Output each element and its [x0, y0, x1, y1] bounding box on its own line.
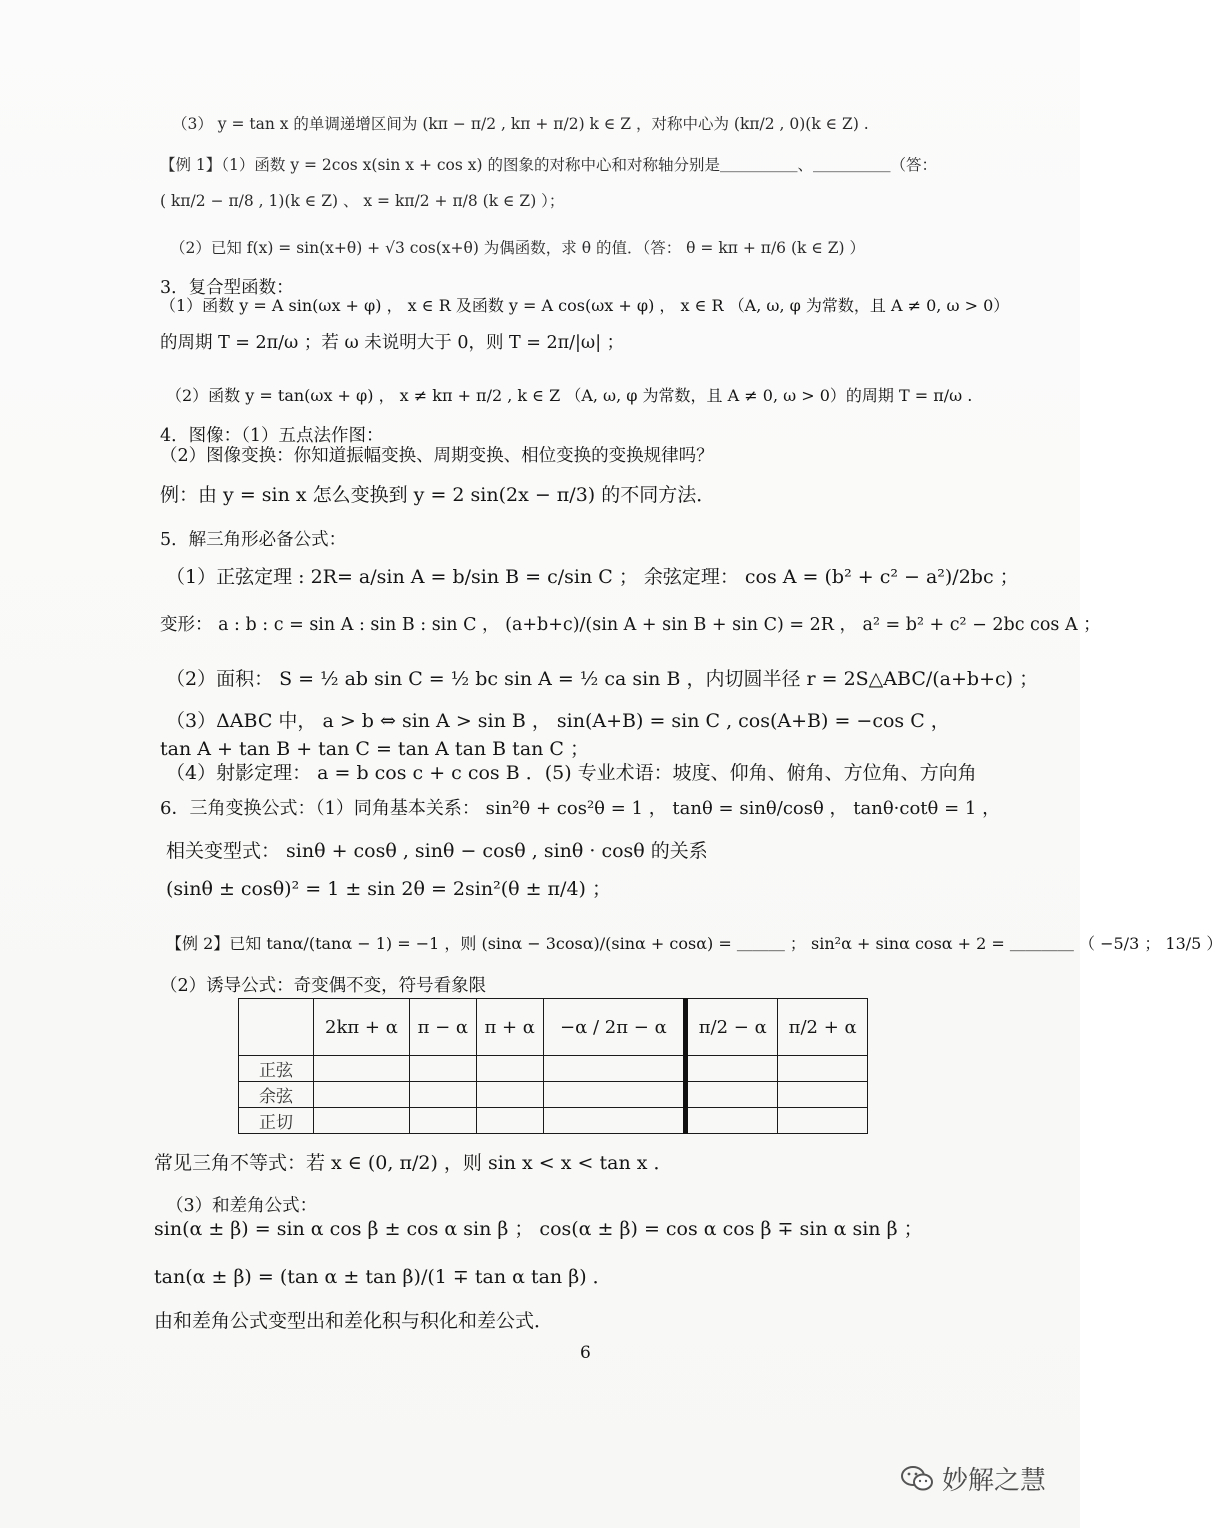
text-line: tan A + tan B + tan C = tan A tan B tan C ； — [160, 738, 589, 760]
text-line: （3）和差角公式： — [166, 1196, 318, 1216]
table-cell — [476, 1056, 543, 1082]
table-header-cell: π − α — [409, 999, 476, 1056]
text-line: 变形： a : b : c = sin A : sin B : sin C ， (a+b+c)/(sin A + sin B + sin C) = 2R ， a² = b² + c² − 2bc cos A ； — [160, 615, 1101, 635]
text-line: tan(α ± β) = (tan α ± tan β)/(1 ∓ tan α tan β) ． — [154, 1266, 612, 1288]
table-cell — [314, 1082, 410, 1108]
text-line: （1）正弦定理 : 2R= a/sin A = b/sin B = c/sin C ； 余弦定理： cos A = (b² + c² − a²)/2bc ； — [166, 566, 1019, 588]
watermark — [900, 1460, 1046, 1497]
wechat-icon — [900, 1465, 934, 1493]
induction-formula-table — [238, 998, 868, 1134]
row-label: 正弦 — [239, 1056, 314, 1082]
table-cell — [409, 1056, 476, 1082]
table-header-row — [239, 999, 868, 1056]
text-line: （1）函数 y = A sin(ωx + φ) ， x ∈ R 及函数 y = A cos(ωx + φ) ， x ∈ R （A, ω, φ 为常数，且 A ≠ 0, ω > 0） — [160, 296, 1010, 315]
text-line: 例：由 y = sin x 怎么变换到 y = 2 sin(2x − π/3) 的不同方法． — [160, 484, 716, 506]
text-line: （3） y = tan x 的单调递增区间为 (kπ − π/2 , kπ + π/2) k ∈ Z ，对称中心为 (kπ/2 , 0)(k ∈ Z) . — [172, 115, 869, 133]
text-line: 常见三角不等式：若 x ∈ (0, π/2) ，则 sin x < x < tan x ． — [154, 1152, 673, 1174]
text-line: （3）ΔABC 中， a > b ⇔ sin A > sin B ， sin(A+B) = sin C , cos(A+B) = −cos C ， — [166, 710, 950, 732]
text-line: 由和差角公式变型出和差化积与积化和差公式． — [154, 1310, 554, 1332]
table-header-cell: π/2 − α — [686, 999, 778, 1056]
text-line: （2）面积： S = ½ ab sin C = ½ bc sin A = ½ ca sin B ，内切圆半径 r = 2S△ABC/(a+b+c) ； — [166, 668, 1039, 690]
table-cell — [314, 1108, 410, 1134]
table-cell — [686, 1082, 778, 1108]
table-cell — [778, 1082, 868, 1108]
table-header-cell: 2kπ + α — [314, 999, 410, 1056]
table-cell — [543, 1082, 685, 1108]
text-line: （2）已知 f(x) = sin(x+θ) + √3 cos(x+θ) 为偶函数，求 θ 的值．（答： θ = kπ + π/6 (k ∈ Z) ） — [170, 239, 865, 257]
table-row — [239, 1056, 868, 1082]
table-row — [239, 1108, 868, 1134]
table-cell — [409, 1082, 476, 1108]
table-cell — [543, 1056, 685, 1082]
text-line: 【例 2】已知 tanα/(tanα − 1) = −1 ，则 (sinα − 3cosα)/(sinα + cosα) = ＿＿＿ ； sin²α + sinα cosα + 2 = ＿＿＿＿ （ −5/3 ； 13/5 ） — [166, 934, 1222, 953]
table-cell — [778, 1056, 868, 1082]
text-line: （2）函数 y = tan(ωx + φ) ， x ≠ kπ + π/2 , k ∈ Z （A, ω, φ 为常数，且 A ≠ 0, ω > 0）的周期 T = π/ω . — [166, 386, 973, 405]
text-line: ( kπ/2 − π/8 , 1)(k ∈ Z) 、 x = kπ/2 + π/8 (k ∈ Z) ）； — [160, 192, 565, 210]
text-line: 相关变型式： sinθ + cosθ , sinθ − cosθ , sinθ · cosθ 的关系 — [166, 840, 708, 862]
text-line: sin(α ± β) = sin α cos β ± cos α sin β ； cos(α ± β) = cos α cos β ∓ sin α sin β ； — [154, 1218, 923, 1240]
page-number: 6 — [580, 1343, 591, 1363]
table-cell — [409, 1108, 476, 1134]
table-cell — [778, 1108, 868, 1134]
watermark-text: 妙解之慧 — [942, 1466, 1047, 1496]
table-header-cell: π/2 + α — [778, 999, 868, 1056]
table-cell — [476, 1082, 543, 1108]
table-cell — [686, 1108, 778, 1134]
table-header-cell: π + α — [476, 999, 543, 1056]
table-cell — [476, 1108, 543, 1134]
table-cell — [314, 1056, 410, 1082]
table-cell — [543, 1108, 685, 1134]
text-line: 【例 1】（1）函数 y = 2cos x(sin x + cos x) 的图象的对称中心和对称轴分别是＿＿＿＿＿、＿＿＿＿＿（答： — [160, 156, 937, 174]
table-header-cell — [239, 999, 314, 1056]
section-heading: 4．图像：（1）五点法作图： — [160, 426, 384, 446]
text-line: 6．三角变换公式：（1）同角基本关系： sin²θ + cos²θ = 1 ， tanθ = sinθ/cosθ ， tanθ·cotθ = 1 ， — [160, 798, 1001, 819]
text-line: （2）诱导公式：奇变偶不变，符号看象限 — [160, 976, 487, 996]
text-line: （4）射影定理： a = b cos c + c cos B ．(5) 专业术语：坡度、仰角、俯角、方位角、方向角 — [166, 762, 977, 784]
text-line: （2）图像变换：你知道振幅变换、周期变换、相位变换的变换规律吗？ — [160, 446, 714, 466]
table-header-cell: −α / 2π − α — [543, 999, 685, 1056]
text-line: 的周期 T = 2π/ω ；若 ω 未说明大于 0，则 T = 2π/|ω| ； — [160, 333, 625, 353]
table-cell — [686, 1056, 778, 1082]
text-line: (sinθ ± cosθ)² = 1 ± sin 2θ = 2sin²(θ ± π/4) ； — [166, 878, 611, 900]
row-label: 正切 — [239, 1108, 314, 1134]
row-label: 余弦 — [239, 1082, 314, 1108]
table-row — [239, 1082, 868, 1108]
section-heading: 3．复合型函数： — [160, 278, 294, 298]
section-heading: 5．解三角形必备公式： — [160, 530, 347, 550]
